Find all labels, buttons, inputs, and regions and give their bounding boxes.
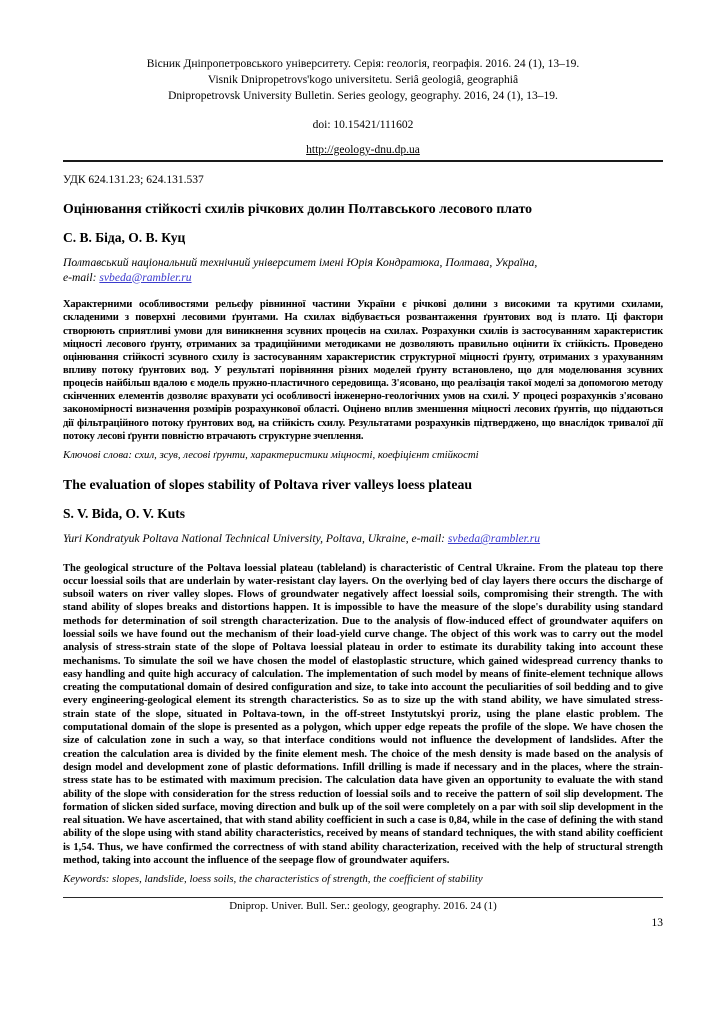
journal-website-line	[63, 142, 663, 158]
article-authors-en: S. V. Bida, O. V. Kuts	[63, 505, 186, 521]
footer-divider	[63, 897, 663, 898]
affiliation-uk-line1: Полтавський національний технічний університет імені Юрія Кондратюка, Полтава, Україна,	[63, 256, 538, 269]
udc-code: УДК 624.131.23; 624.131.537	[63, 174, 204, 186]
keywords-uk: Ключові слова: схил, зсув, лесові ґрунти, характеристики міцності, коефіцієнт стійкості	[63, 448, 479, 461]
doi-line: doi: 10.15421/111602	[312, 119, 414, 131]
article-authors-uk: С. В. Біда, О. В. Куц	[63, 230, 186, 245]
email-prefix-uk: e-mail:	[63, 270, 100, 284]
affiliation-uk	[63, 256, 663, 285]
header-divider	[63, 160, 663, 162]
journal-header	[63, 56, 663, 104]
journal-header-line-en: Dnipropetrovsk University Bulletin. Series geology, geography. 2016, 24 (1), 13–19.	[168, 90, 558, 102]
article-title-uk: Оцінювання стійкості схилів річкових долин Полтавського лесового плато	[63, 201, 533, 216]
footer-journal-ref: Dniprop. Univer. Bull. Ser.: geology, geography. 2016. 24 (1)	[229, 900, 497, 913]
journal-header-line-translit: Visnik Dnipropetrovs'kogo universitetu. Seriâ geologiâ, geographiâ	[207, 74, 519, 86]
keywords-en: Keywords: slopes, landslide, loess soils, the characteristics of strength, the coefficient of stability	[63, 873, 483, 886]
abstract-uk: Характерними особливостями рельєфу рівнинної частини України є річкові долини з високими та крутими схилами, складеними з поверхні лесовими ґрунтами. На схилах відбувається розвантаження ґрунтових вод із плато. Ці фактори створюють сприятливі умови для виникнення зсувних процесів на схилах. Розрахунки схилів із застосуванням характеристик міцності лесового ґрунту, отриманих за традиційними методиками не дозволяють правильно оцінити їх стійкість. Проведено оцінювання стійкості зсувного схилу із застосуванням характеристик структурної міцності ґрунту, отриманих з урахуванням впливу потоку ґрунтових вод. У результаті порівняння різних моделей ґрунту встановлено, що для моделювання зсувних процесів найбільш вдалою є модель пружно-пластичного середовища. З'ясовано, що реалізація такої моделі за допомогою методу скінченних елементів дозволяє врахувати усі особливості інженерно-геологічних умов на схилі. У процесі розрахунків з'ясовано закономірності визначення розмірів розрахункової області. Оцінено вплив зменшення міцності лесових ґрунтів, що піддаються дії фільтраційного потоку ґрунтових вод, на стійкість схилу. Результатами розрахунків підтверджено, що внаслідок тривалої дії потоку лесові ґрунти повністю втрачають структурне зчеплення.	[63, 299, 663, 442]
abstract-en: The geological structure of the Poltava loessial plateau (tableland) is characteristic of Central Ukraine. From the plateau top there occur loessial soils that are underlain by water-resistant clay layers. On the overlying bed of clay layers there occurs the discharge of subsoil waters on river valley slopes. Flows of groundwater negatively affect loessial soils, compromising their strength. The with stand ability of slopes breaks and distortions happen. It is impossible to have the measure of the slope's durability using standard methods for determination of soil strength characterization. Due to the analysis of flow-induced effect of groundwater aquifers on loessial soils we have found out the mechanism of their load-yield curve change. The object of this work was to carry out the model analysis of stress-strain state of the slope of Poltava loessial plateau in order to estimate its durability taking into account these mechanisms. To simulate the soil we have chosen the model of elastoplastic structure, which gained widespread currency thanks to easy handling and quite high accuracy of calculation. The implementation of such model by means of finite-element technique allows creating the computational domain of desired configuration and size, to take into account the peculiarities of soil bedding and to give every engineering-geological element its strength characteristics. So as to size up the with stand ability, we have simulated stress-strain state of the slope, situated in Poltava-town, in the off-street Instytutskyi proriz, using the plane elastic problem. The computational domain of the slope is presented as a polygon, which upper edge repeats the profile of the slope. We have chosen the size of calculation zone in such a way, so that interface conditions would not influence the development of landslides. After the creation the calculation area is divided by the finite element mesh. The choice of the mesh density is made based on the analysis of design model and development zone of plastic deformations. Infill drilling is made if necessary and in the places, where the strain-stress state has to be estimated with maximum precision. The calculation data have given an opportunity to evaluate the with stand ability of the slope with consideration for the stress reduction of loessial soils and to receive the pattern of soil slip development. The formation of slicken sided surface, moving direction and bulk up of the soil were completely on a par with soil slip development in the real situation. We have ascertained, that with stand ability coefficient in such a case is 0,84, while in the case of defining the with stand ability of the slope using with stand ability characteristics, received by means of standard techniques, the with stand ability coefficient is 1,54. Thus, we have confirmed the correctness of with stand ability characterization, received with the help of structural strength method, taking into account the influence of the seepage flow of groundwater aquifers.	[63, 562, 663, 867]
author-email-link-en[interactable]: svbeda@rambler.ru	[447, 531, 541, 545]
journal-header-line-uk: Вісник Дніпропетровського університету. Серія: геологія, географія. 2016. 24 (1), 13–19.	[146, 58, 580, 70]
article-title-en: The evaluation of slopes stability of Poltava river valleys loess plateau	[63, 476, 473, 492]
affiliation-uk-line2	[63, 271, 663, 286]
page-number: 13	[651, 917, 663, 930]
author-email-link-uk[interactable]: svbeda@rambler.ru	[99, 270, 192, 284]
affiliation-en-text: Yuri Kondratyuk Poltava National Technical University, Poltava, Ukraine, e-mail:	[63, 531, 448, 545]
journal-website-link[interactable]: http://geology-dnu.dp.ua	[306, 144, 420, 156]
affiliation-en	[63, 532, 663, 547]
